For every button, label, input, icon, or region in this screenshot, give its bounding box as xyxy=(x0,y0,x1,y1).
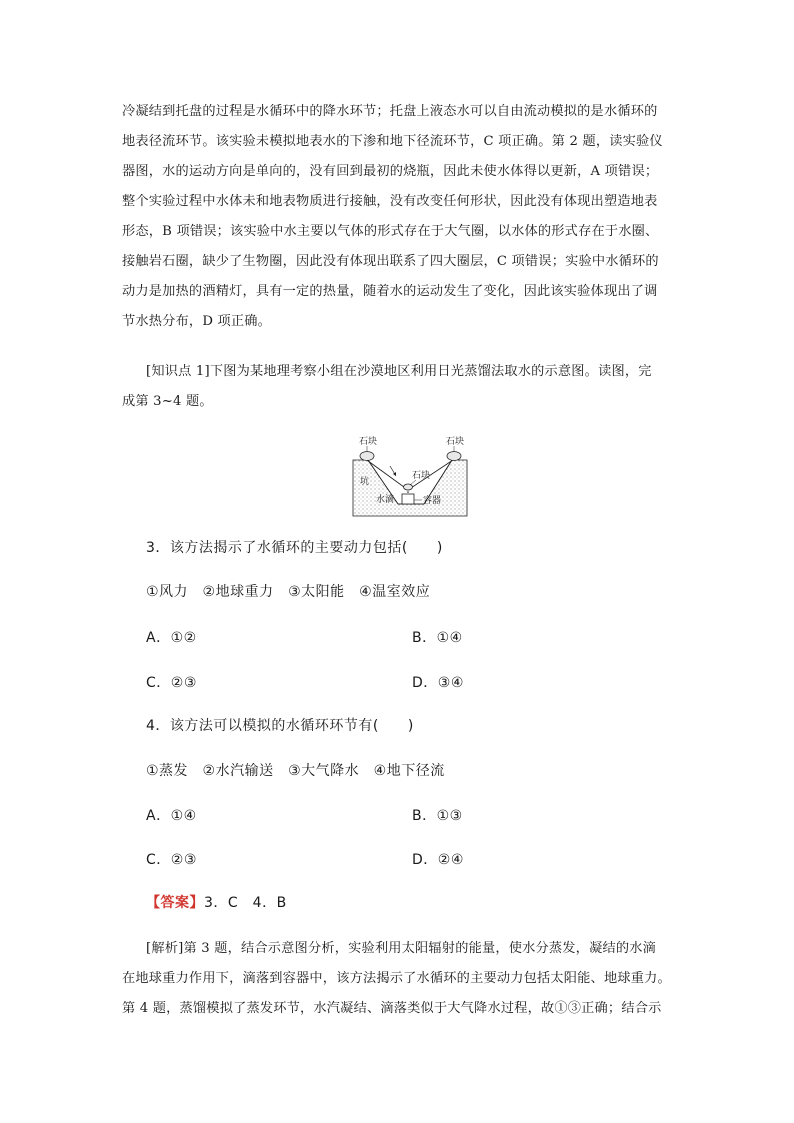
analysis-line-1: [解析]第 3 题，结合示意图分析，实验利用太阳辐射的能量，使水分蒸发，凝结的水滴 xyxy=(146,941,657,956)
solar-distillation-diagram xyxy=(350,432,470,518)
intro-line-1: [知识点 1]下图为某地理考察小组在沙漠地区利用日光蒸馏法取水的示意图。读图，完 xyxy=(146,364,652,379)
diagram-svg xyxy=(350,432,470,518)
q4-option-c: C．②③ xyxy=(146,852,197,868)
drop-1 xyxy=(407,491,409,493)
q3-option-c: C．②③ xyxy=(146,675,197,691)
explanation-line-3: 器图，水的运动方向是单向的，没有回到最初的烧瓶，因此未使水体得以更新，A 项错误； xyxy=(122,164,659,179)
q3-option-a: A．①② xyxy=(146,630,197,646)
q4-option-a: A．①④ xyxy=(146,808,197,824)
q3-option-b: B．①④ xyxy=(412,630,463,646)
answer-text: 3．C 4．B xyxy=(204,895,287,911)
explanation-line-4: 整个实验过程中水体未和地表物质进行接触，没有改变任何形状，因此没有体现出塑造地表 xyxy=(122,194,658,209)
label-pit: 坑 xyxy=(360,477,370,487)
stone-mid-shape xyxy=(404,484,413,490)
label-container: 容器 xyxy=(423,496,442,506)
label-stone-left: 石块 xyxy=(359,437,378,447)
q3-stem: 3．该方法揭示了水循环的主要动力包括( ) xyxy=(146,540,443,556)
intro-line-2: 成第 3~4 题。 xyxy=(122,394,213,409)
analysis-line-2: 在地球重力作用下，滴落到容器中，该方法揭示了水循环的主要动力包括太阳能、地球重力。 xyxy=(122,971,671,986)
label-stone-mid: 石块 xyxy=(412,471,431,481)
explanation-line-1: 冷凝结到托盘的过程是水循环中的降水环节；托盘上液态水可以自由流动模拟的是水循环的 xyxy=(122,104,658,119)
explanation-line-7: 动力是加热的酒精灯，具有一定的热量，随着水的运动发生了变化，因此该实验体现出了调 xyxy=(122,284,658,299)
q4-option-b: B．①③ xyxy=(412,808,463,824)
explanation-line-2: 地表径流环节。该实验未模拟地表水的下渗和地下径流环节，C 项正确。第 2 题，读实验仪 xyxy=(122,134,663,149)
explanation-line-5: 形态，B 项错误；该实验中水主要以气体的形式存在于大气圈，以水体的形式存在于水圈、 xyxy=(122,224,659,239)
vapor-arrow-head xyxy=(393,472,396,476)
analysis-line-3: 第 4 题，蒸馏模拟了蒸发环节，水汽凝结、滴落类似于大气降水过程，故①③正确；结合示 xyxy=(122,1001,662,1016)
answer-line xyxy=(146,893,287,913)
stone-left-shape xyxy=(360,452,374,461)
stone-right-shape xyxy=(447,452,461,461)
answer-tag: 【答案】 xyxy=(146,895,204,911)
q4-option-d: D．②④ xyxy=(412,852,464,868)
q4-stem: 4．该方法可以模拟的水循环环节有( ) xyxy=(146,718,414,734)
q3-items: ①风力 ②地球重力 ③太阳能 ④温室效应 xyxy=(146,584,431,600)
container-shape xyxy=(402,494,414,504)
explanation-line-6: 接触岩石圈，缺少了生物圈，因此没有体现出联系了四大圈层，C 项错误；实验中水循环的 xyxy=(122,254,659,269)
q3-option-d: D．③④ xyxy=(412,675,464,691)
label-drop: 水滴 xyxy=(376,495,395,505)
explanation-line-8: 节水热分布，D 项正确。 xyxy=(122,314,272,329)
q4-items: ①蒸发 ②水汽输送 ③大气降水 ④地下径流 xyxy=(146,763,445,779)
label-stone-right: 石块 xyxy=(446,437,465,447)
